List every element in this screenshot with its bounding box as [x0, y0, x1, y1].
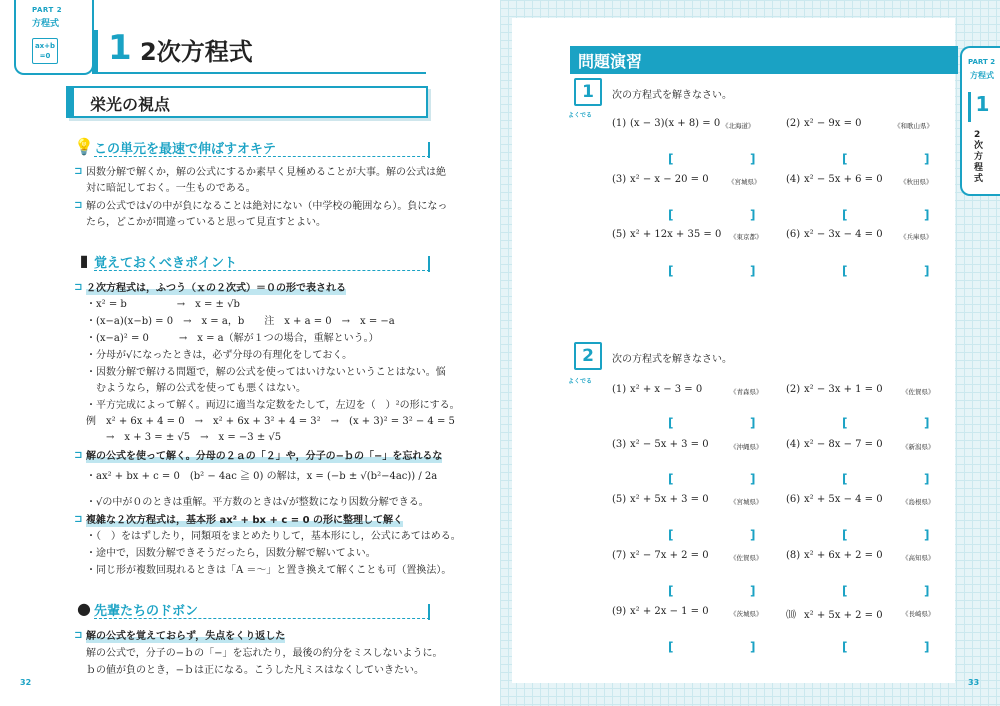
- answer-bracket-open[interactable]: [: [668, 416, 674, 430]
- question-number: 1: [574, 78, 602, 106]
- problem-source: 《島根県》: [902, 498, 935, 506]
- senpai-point: 解の公式を覚えておらず，失点をくり返した: [86, 631, 286, 642]
- problem-number: (9): [612, 606, 627, 617]
- problem: [786, 606, 883, 621]
- problem-equation: x² − x − 20 = 0: [630, 174, 709, 185]
- problem-equation: x² − 3x − 4 = 0: [804, 229, 883, 240]
- problem: [612, 439, 709, 450]
- bomb-icon: ●: [77, 599, 91, 618]
- check-icon: ⊐: [74, 630, 83, 641]
- problem-source: 《北海道》: [722, 122, 755, 130]
- problem-source: 《佐賀県》: [730, 554, 763, 562]
- point-item: ・ax² + bx + c = 0 (b² − 4ac ≧ 0) の解は，x = (−b ± √(b²−4ac)) / 2a: [86, 471, 438, 482]
- problem-number: (2): [786, 118, 801, 129]
- problem-source: 《沖縄県》: [730, 443, 763, 451]
- question-instruction: 次の方程式を解きなさい。: [612, 354, 732, 365]
- problem: [786, 384, 883, 395]
- page-number: 32: [20, 678, 32, 687]
- problem-number: (4): [786, 174, 801, 185]
- chapter-rule: [92, 72, 426, 74]
- problem-source: 《宮城県》: [728, 178, 761, 186]
- problem: [786, 174, 883, 185]
- answer-bracket-close[interactable]: ]: [750, 528, 756, 542]
- answer-bracket-open[interactable]: [: [842, 584, 848, 598]
- problem-source: 《佐賀県》: [902, 388, 935, 396]
- divider: [94, 156, 430, 157]
- problem-source: 《青森県》: [730, 388, 763, 396]
- divider: [94, 270, 430, 271]
- problem-number: (6): [786, 229, 801, 240]
- senpai-line: 解の公式で，分子の−ｂの「−」を忘れたり，最後の約分をミスしないように。: [86, 648, 443, 659]
- problem-source: 《宮城県》: [730, 498, 763, 506]
- problem-source: 《和歌山県》: [894, 122, 933, 130]
- answer-bracket-open[interactable]: [: [668, 528, 674, 542]
- answer-bracket-open[interactable]: [: [668, 584, 674, 598]
- section-title-box: [66, 86, 428, 118]
- tips-line: 解の公式では√の中が負になることは絶対にない（中学校の範囲なら）。負になっ: [86, 201, 448, 212]
- problem-equation: x² − 3x + 1 = 0: [804, 384, 883, 395]
- answer-bracket-open[interactable]: [: [842, 472, 848, 486]
- point-item: ・因数分解で解ける問題で，解の公式を使ってはいけないということはない。悩: [86, 367, 446, 378]
- check-icon: ⊐: [74, 450, 83, 461]
- problem-source: 《東京都》: [730, 233, 763, 241]
- problem-number: (2): [786, 384, 801, 395]
- problem-number: (5): [612, 229, 627, 240]
- problem-equation: x² − 5x + 6 = 0: [804, 174, 883, 185]
- part-subtitle: 方程式: [32, 19, 60, 29]
- point-item: ・x² = b → x = ± √b: [86, 299, 240, 310]
- tips-heading: [74, 136, 430, 160]
- tips-line: 因数分解で解くか，解の公式にするか素早く見極めることが大事。解の公式は絶: [86, 167, 446, 178]
- question-number: 2: [574, 342, 602, 370]
- problem-number: (6): [786, 494, 801, 505]
- answer-bracket-open[interactable]: [: [842, 640, 848, 654]
- problem-source: 《長崎県》: [902, 610, 935, 618]
- answer-bracket-open[interactable]: [: [668, 264, 674, 278]
- problem-equation: x² + 2x − 1 = 0: [630, 606, 709, 617]
- answer-bracket-close[interactable]: ]: [924, 264, 930, 278]
- problem-equation: x² − 8x − 7 = 0: [804, 439, 883, 450]
- answer-bracket-close[interactable]: ]: [750, 264, 756, 278]
- chapter-side-tab[interactable]: [960, 46, 1000, 196]
- problem: [786, 229, 883, 240]
- side-part-label: PART 2: [968, 58, 996, 66]
- problem: [612, 384, 702, 395]
- page-number: 33: [968, 678, 980, 687]
- point-item: むようなら，解の公式を使っても悪くはない。: [86, 383, 306, 394]
- problem-equation: (x − 3)(x + 8) = 0: [630, 118, 721, 129]
- points-heading-text: 覚えておくべきポイント: [94, 256, 238, 271]
- left-page: [0, 0, 498, 706]
- problem-number: (4): [786, 439, 801, 450]
- problem: [612, 118, 720, 129]
- tips-heading-text: この単元を最速で伸ばすオキテ: [94, 142, 276, 157]
- answer-bracket-close[interactable]: ]: [924, 528, 930, 542]
- answer-bracket-close[interactable]: ]: [750, 584, 756, 598]
- answer-bracket-close[interactable]: ]: [924, 416, 930, 430]
- divider-end: [428, 142, 430, 158]
- answer-bracket-open[interactable]: [: [842, 416, 848, 430]
- problem: [612, 550, 709, 561]
- problem: [786, 550, 883, 561]
- point-item: 例 x² + 6x + 4 = 0 → x² + 6x + 3² + 4 = 3² → (x + 3)² = 3² − 4 = 5: [86, 416, 455, 427]
- point-item: ・√の中が０のときは重解。平方数のときは√が整数になり因数分解できる。: [86, 497, 429, 508]
- problem-number: (1): [612, 118, 627, 129]
- answer-bracket-open[interactable]: [: [842, 208, 848, 222]
- point-heading: 解の公式を使って解く。分母の２ａの「２」や，分子の−ｂの「−」を忘れるな: [86, 451, 443, 462]
- side-chapter-title: 2次方程式: [974, 130, 984, 184]
- point-heading: 複雑な２次方程式は，基本形 ax² + bx + c = 0 の形に整理して解く: [86, 515, 404, 526]
- answer-bracket-close[interactable]: ]: [924, 472, 930, 486]
- point-item: ・平方完成によって解く。両辺に適当な定数をたして，左辺を（ ）²の形にする。: [86, 400, 460, 411]
- problem: [786, 439, 883, 450]
- problem-source: 《高知県》: [902, 554, 935, 562]
- answer-bracket-open[interactable]: [: [668, 472, 674, 486]
- problem-number: (1): [612, 384, 627, 395]
- notebook-icon: ▮: [79, 251, 89, 270]
- problem-equation: x² + 12x + 35 = 0: [630, 229, 722, 240]
- senpai-line: ｂの値が負のとき，−ｂは正になる。こうした凡ミスはなくしていきたい。: [86, 665, 424, 676]
- problem-number: ⑽: [786, 610, 796, 621]
- practice-title: 問題演習: [578, 52, 643, 71]
- point-item: ・途中で，因数分解できそうだったら，因数分解で解いてよい。: [86, 548, 376, 559]
- check-icon: ⊐: [74, 514, 83, 525]
- problem-source: 《兵庫県》: [900, 233, 933, 241]
- point-heading: ２次方程式は，ふつう（ｘの２次式）＝０の形で表される: [86, 283, 346, 294]
- problem-equation: x² + 5x + 3 = 0: [630, 494, 709, 505]
- part-tab: [14, 0, 94, 75]
- point-item: ・分母が√になったときは，必ず分母の有理化をしておく。: [86, 350, 353, 361]
- answer-bracket-open[interactable]: [: [842, 264, 848, 278]
- problem-equation: x² − 5x + 3 = 0: [630, 439, 709, 450]
- answer-bracket-close[interactable]: ]: [750, 640, 756, 654]
- problem-number: (3): [612, 439, 627, 450]
- problem-number: (3): [612, 174, 627, 185]
- problem-equation: x² + 5x − 4 = 0: [804, 494, 883, 505]
- frequent-badge: よくでる: [568, 378, 593, 385]
- answer-bracket-open[interactable]: [: [842, 528, 848, 542]
- problem-equation: x² + 6x + 2 = 0: [804, 550, 883, 561]
- equation-icon: ax+b =0: [32, 38, 58, 64]
- check-icon: ⊐: [74, 282, 83, 293]
- divider: [94, 618, 430, 619]
- frequent-badge: よくでる: [568, 112, 593, 119]
- problem-equation: x² + x − 3 = 0: [630, 384, 703, 395]
- point-item: ・同じ形が複数回現れるときは「A ＝〜」と置き換えて解くことも可（置換法）。: [86, 565, 452, 576]
- side-part-subtitle: 方程式: [970, 71, 994, 80]
- answer-bracket-close[interactable]: ]: [750, 472, 756, 486]
- answer-bracket-close[interactable]: ]: [750, 416, 756, 430]
- answer-bracket-open[interactable]: [: [842, 152, 848, 166]
- problem-source: 《秋田県》: [900, 178, 933, 186]
- problem-equation: x² + 5x + 2 = 0: [804, 610, 883, 621]
- check-icon: ⊐: [74, 200, 83, 211]
- answer-bracket-open[interactable]: [: [668, 640, 674, 654]
- divider-end: [428, 256, 430, 272]
- senpai-heading: [74, 598, 430, 622]
- points-heading: [74, 250, 430, 274]
- point-item: ・（ ）をはずしたり，同類項をまとめたりして，基本形にし，公式にあてはめる。: [86, 531, 461, 542]
- lightbulb-icon: 💡: [74, 137, 94, 156]
- answer-bracket-close[interactable]: ]: [924, 584, 930, 598]
- check-icon: ⊐: [74, 166, 83, 177]
- point-item: ・(x−a)² = 0 → x = a（解が１つの場合，重解という。）: [86, 333, 379, 344]
- problem-equation: x² − 7x + 2 = 0: [630, 550, 709, 561]
- answer-bracket-close[interactable]: ]: [924, 640, 930, 654]
- problem-number: (8): [786, 550, 801, 561]
- problem-source: 《新潟県》: [902, 443, 935, 451]
- tips-line: たら，どこかが間違っていると思って見直すとよい。: [86, 217, 326, 228]
- answer-bracket-close[interactable]: ]: [924, 208, 930, 222]
- part-label: PART 2: [32, 6, 63, 14]
- tips-line: 対に暗記しておく。一生ものである。: [86, 183, 256, 194]
- point-item: → x + 3 = ± √5 → x = −3 ± √5: [86, 432, 282, 443]
- problem: [612, 494, 709, 505]
- divider-end: [428, 604, 430, 620]
- problem: [612, 174, 709, 185]
- answer-bracket-close[interactable]: ]: [924, 152, 930, 166]
- problem-source: 《茨城県》: [730, 610, 763, 618]
- chapter-title: 2次方程式: [140, 38, 253, 66]
- problem-number: (7): [612, 550, 627, 561]
- answer-bracket-open[interactable]: [: [668, 152, 674, 166]
- question-instruction: 次の方程式を解きなさい。: [612, 90, 732, 101]
- problem: [612, 606, 709, 617]
- section-title: 栄光の視点: [90, 95, 171, 114]
- answer-bracket-close[interactable]: ]: [750, 152, 756, 166]
- problem: [612, 229, 721, 240]
- side-chapter-number: 1: [968, 92, 994, 122]
- answer-bracket-close[interactable]: ]: [750, 208, 756, 222]
- problem-number: (5): [612, 494, 627, 505]
- chapter-number: 1: [108, 28, 132, 68]
- chapter-bar: [92, 30, 98, 72]
- practice-title-bar: [570, 46, 958, 74]
- problem-equation: x² − 9x = 0: [804, 118, 862, 129]
- problem: [786, 118, 862, 129]
- answer-bracket-open[interactable]: [: [668, 208, 674, 222]
- point-item: ・(x−a)(x−b) = 0 → x = a，b 注 x + a = 0 → x = −a: [86, 316, 395, 327]
- senpai-heading-text: 先輩たちのドボン: [94, 604, 199, 619]
- problem: [786, 494, 883, 505]
